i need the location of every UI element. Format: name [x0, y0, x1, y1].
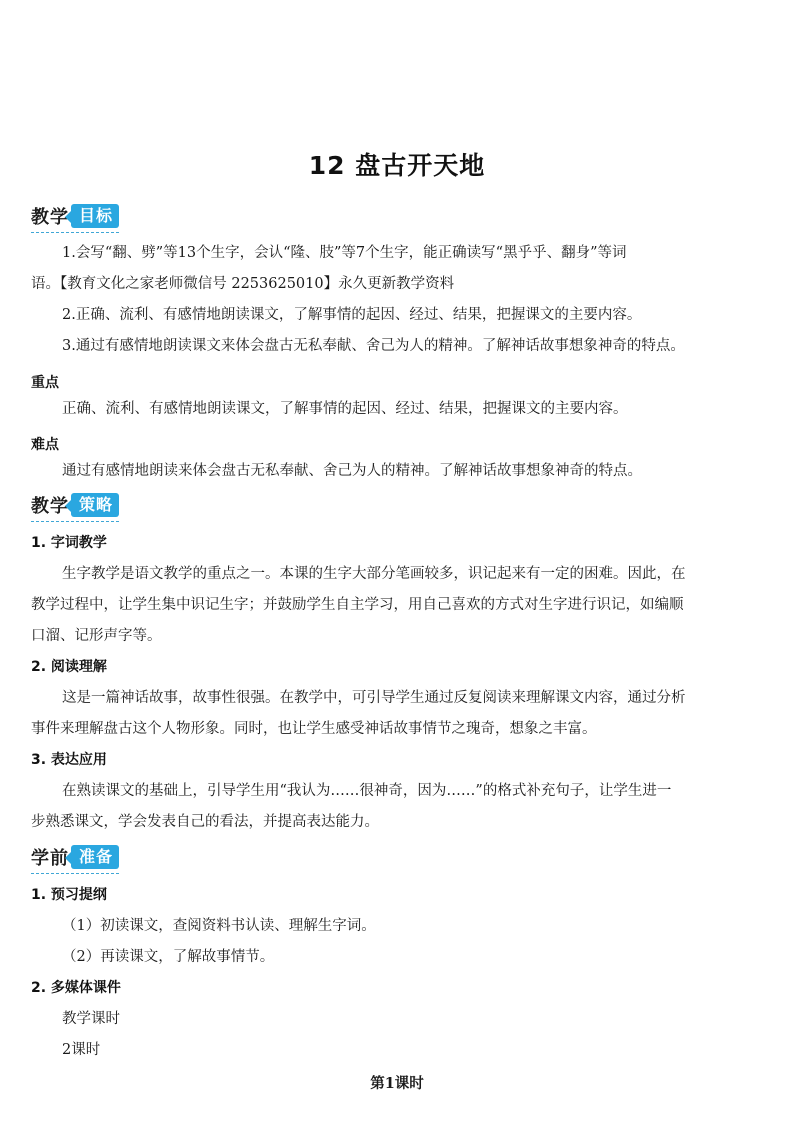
strategy-2-text: 事件来理解盘古这个人物形象。同时，也让学生感受神话故事情节之瑰奇，想象之丰富。 — [31, 721, 597, 737]
key-point-text: 正确、流利、有感情地朗读课文，了解事情的起因、经过、结果，把握课文的主要内容。 — [62, 401, 628, 417]
section-header-strategy — [31, 490, 119, 522]
prep-1-title: 1. 预习提纲 — [31, 887, 107, 903]
section-header-prep — [31, 842, 119, 874]
prep-2-text: 2课时 — [62, 1042, 101, 1058]
goal-item-1: 1.会写“翻、劈”等13个生字，会认“隆、肢”等7个生字，能正确读写“黑乎乎、翻身”等词 — [62, 245, 627, 261]
section-label: 学前 — [31, 848, 69, 869]
strategy-3-title: 3. 表达应用 — [31, 752, 107, 768]
prep-2-title: 2. 多媒体课件 — [31, 980, 121, 996]
lesson-heading: 第1课时 — [370, 1075, 424, 1092]
prep-2-text: 教学课时 — [62, 1011, 120, 1027]
prep-1-item: （1）初读课文，查阅资料书认读、理解生字词。 — [62, 918, 376, 934]
strategy-1-title: 1. 字词教学 — [31, 535, 107, 551]
strategy-3-text: 在熟读课文的基础上，引导学生用“我认为……很神奇，因为……”的格式补充句子，让学生进一 — [62, 783, 672, 799]
section-label: 教学 — [31, 207, 69, 228]
key-point-label: 重点 — [31, 375, 59, 391]
goal-item-1-cont: 语。【教育文化之家老师微信号 2253625010】永久更新教学资料 — [31, 276, 455, 292]
goal-item-2: 2.正确、流利、有感情地朗读课文，了解事情的起因、经过、结果，把握课文的主要内容。 — [62, 307, 642, 323]
strategy-1-text: 口溜、记形声字等。 — [31, 628, 162, 644]
strategy-3-text: 步熟悉课文，学会发表自己的看法，并提高表达能力。 — [31, 814, 379, 830]
section-header-goals — [31, 201, 119, 233]
section-tag: 策略 — [71, 493, 119, 517]
section-label: 教学 — [31, 496, 69, 517]
prep-1-item: （2）再读课文，了解故事情节。 — [62, 949, 275, 965]
goal-item-3: 3.通过有感情地朗读课文来体会盘古无私奉献、舍己为人的精神。了解神话故事想象神奇的特点。 — [62, 338, 685, 354]
strategy-1-text: 教学过程中，让学生集中识记生字；并鼓励学生自主学习，用自己喜欢的方式对生字进行识记，如编顺 — [31, 597, 684, 613]
section-tag: 目标 — [71, 204, 119, 228]
strategy-2-text: 这是一篇神话故事，故事性很强。在教学中，可引导学生通过反复阅读来理解课文内容，通过分析 — [62, 690, 686, 706]
page-title: 12 盘古开天地 — [308, 151, 486, 180]
difficulty-label: 难点 — [31, 437, 59, 453]
difficulty-text: 通过有感情地朗读来体会盘古无私奉献、舍己为人的精神。了解神话故事想象神奇的特点。 — [62, 463, 642, 479]
section-tag: 准备 — [71, 845, 119, 869]
strategy-2-title: 2. 阅读理解 — [31, 659, 107, 675]
strategy-1-text: 生字教学是语文教学的重点之一。本课的生字大部分笔画较多，识记起来有一定的困难。因此，在 — [62, 566, 686, 582]
